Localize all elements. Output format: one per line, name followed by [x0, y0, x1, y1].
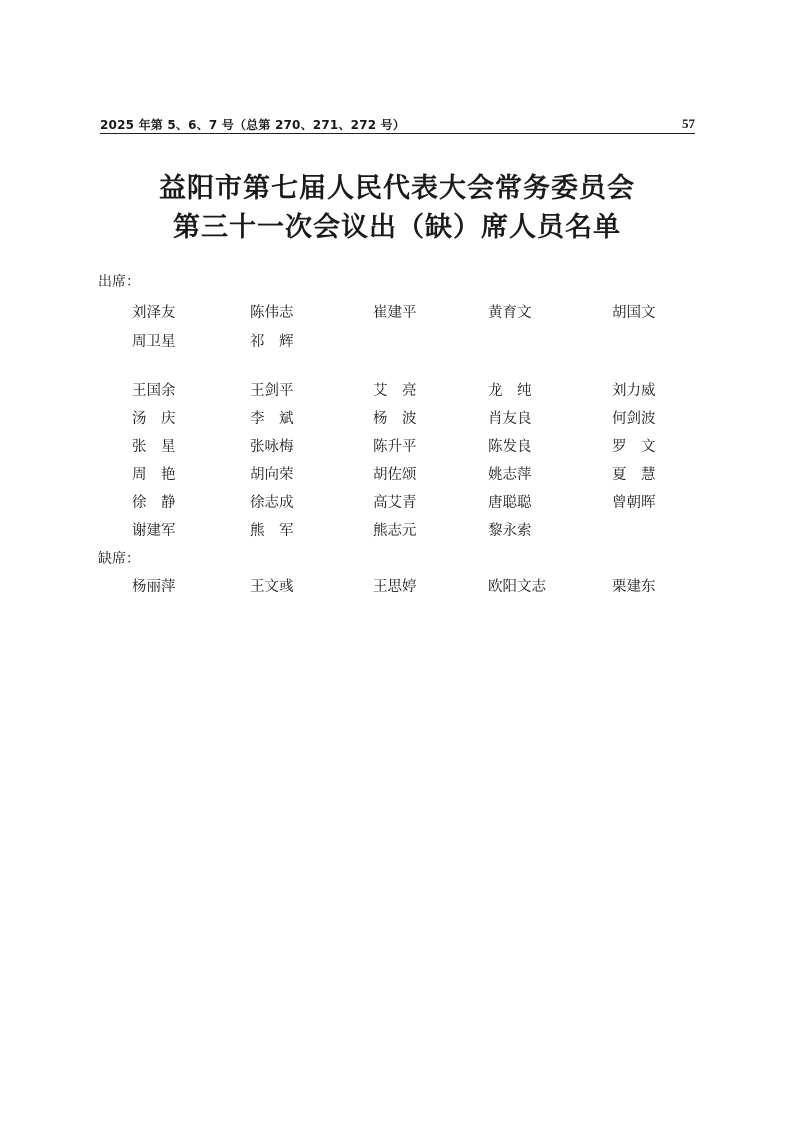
name-row — [0, 519, 794, 539]
member-name: 艾 亮 — [373, 383, 417, 399]
member-name: 王国余 — [132, 383, 176, 399]
member-name: 龙 纯 — [488, 383, 532, 399]
member-name: 杨丽萍 — [132, 579, 176, 595]
member-name: 徐 静 — [132, 495, 176, 511]
member-name: 胡向荣 — [250, 467, 294, 483]
document-title-line1: 益阳市第七届人民代表大会常务委员会 — [159, 173, 635, 204]
member-name: 黎永索 — [488, 523, 532, 539]
member-name: 姚志萍 — [488, 467, 532, 483]
member-name: 黄育文 — [488, 305, 532, 321]
member-name: 欧阳文志 — [488, 579, 546, 595]
name-row — [0, 301, 794, 321]
present-section-label: 出席： — [98, 274, 140, 290]
member-name: 唐聪聪 — [488, 495, 532, 511]
member-name: 胡佐颂 — [373, 467, 417, 483]
name-row — [0, 435, 794, 455]
member-name: 肖友良 — [488, 411, 532, 427]
name-row — [0, 575, 794, 595]
member-name: 刘力威 — [612, 383, 656, 399]
member-name: 熊志元 — [373, 523, 417, 539]
member-name: 祁 辉 — [250, 334, 294, 350]
member-name: 周 艳 — [132, 467, 176, 483]
member-name: 李 斌 — [250, 411, 294, 427]
name-row — [0, 491, 794, 511]
name-row — [0, 407, 794, 427]
member-name: 高艾青 — [373, 495, 417, 511]
member-name: 刘泽友 — [132, 305, 176, 321]
name-row — [0, 463, 794, 483]
document-title-line2: 第三十一次会议出（缺）席人员名单 — [173, 212, 621, 243]
absent-section-label: 缺席： — [98, 551, 140, 567]
member-name: 杨 波 — [373, 411, 417, 427]
name-row — [0, 330, 794, 350]
member-name: 张 星 — [132, 439, 176, 455]
page-number: 57 — [682, 116, 695, 131]
member-name: 张咏梅 — [250, 439, 294, 455]
member-name: 胡国文 — [612, 305, 656, 321]
member-name: 徐志成 — [250, 495, 294, 511]
member-name: 陈伟志 — [250, 305, 294, 321]
member-name: 王文彧 — [250, 579, 294, 595]
member-name: 栗建东 — [612, 579, 656, 595]
running-header — [100, 114, 695, 134]
member-name: 曾朝晖 — [612, 495, 656, 511]
member-name: 汤 庆 — [132, 411, 176, 427]
member-name: 王剑平 — [250, 383, 294, 399]
member-name: 王思婷 — [373, 579, 417, 595]
member-name: 何剑波 — [612, 411, 656, 427]
member-name: 熊 军 — [250, 523, 294, 539]
member-name: 陈发良 — [488, 439, 532, 455]
issue-number: 2025 年第 5、6、7 号（总第 270、271、272 号） — [100, 118, 406, 132]
member-name: 陈升平 — [373, 439, 417, 455]
member-name: 周卫星 — [132, 334, 176, 350]
member-name: 罗 文 — [612, 439, 656, 455]
member-name: 崔建平 — [373, 305, 417, 321]
name-row — [0, 379, 794, 399]
member-name: 夏 慧 — [612, 467, 656, 483]
member-name: 谢建军 — [132, 523, 176, 539]
